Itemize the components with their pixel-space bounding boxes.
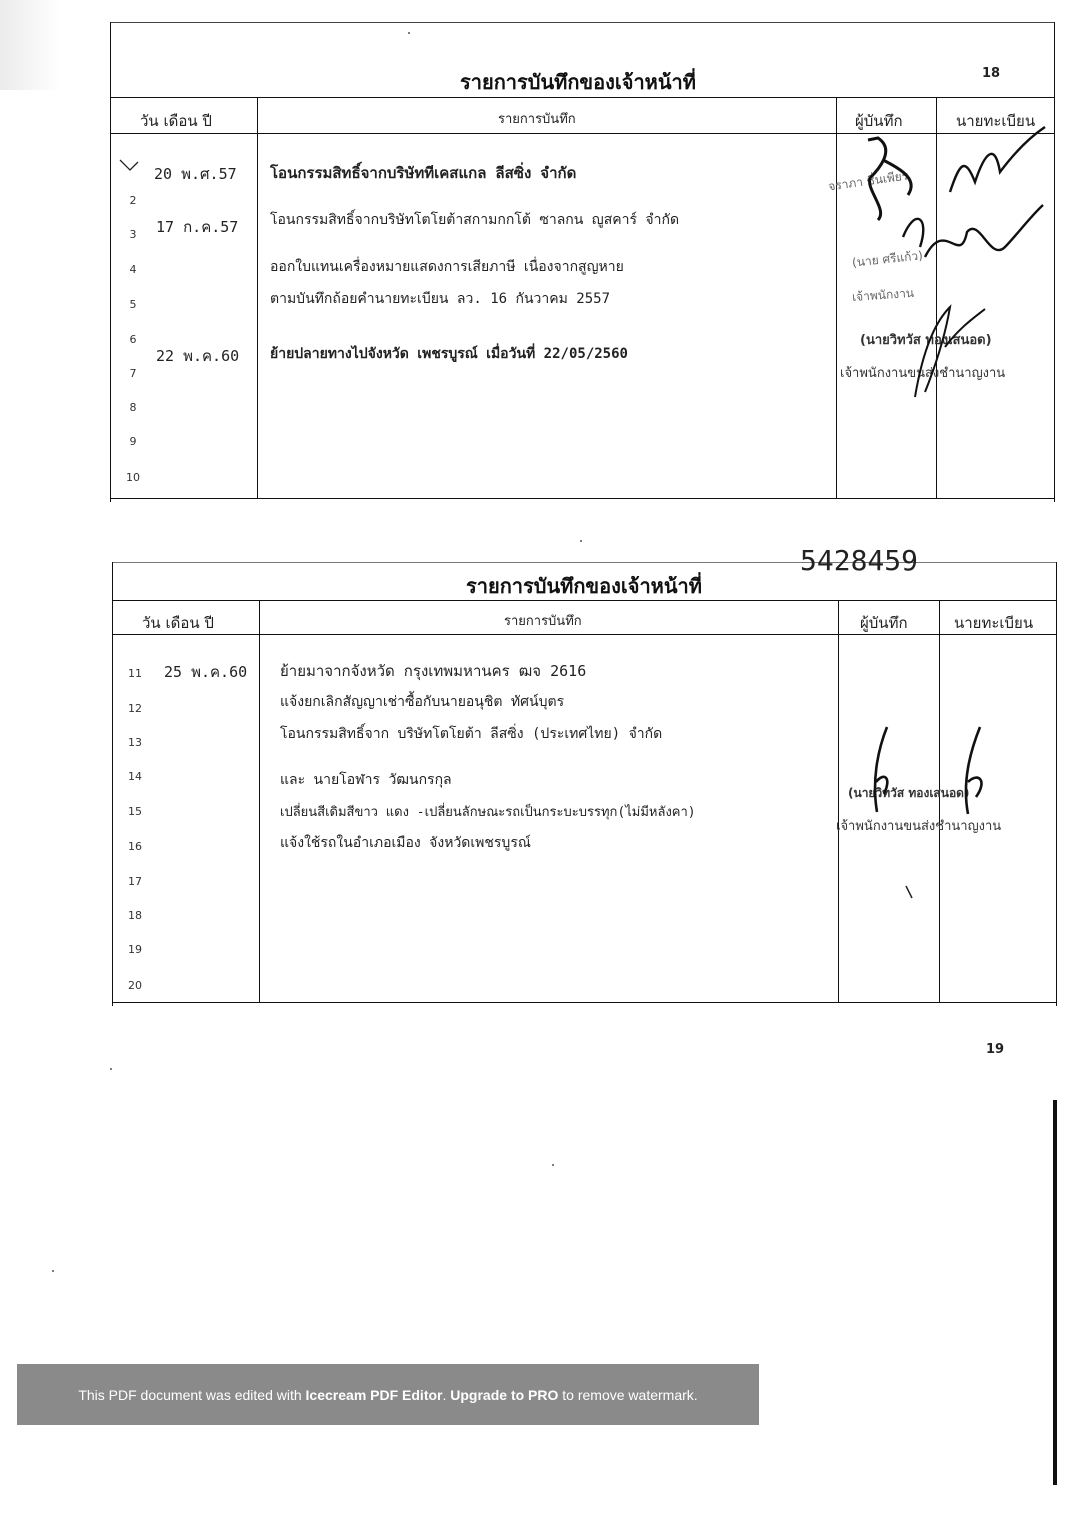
header-registrar: นายทะเบียน (956, 112, 1036, 130)
scan-speck (580, 540, 582, 542)
official-stamp: (นายวิทวัส ทองเสนอด) (848, 786, 970, 800)
entry-text: ย้ายมาจากจังหวัด กรุงเทพมหานคร ฒจ 2616 (280, 662, 587, 680)
official-stamp: จราภา ชื่นเพียร (827, 168, 910, 194)
row-number: 18 (128, 909, 142, 922)
page-number: 19 (986, 1042, 1005, 1057)
entry-text: ย้ายปลายทางไปจังหวัด เพชรบูรณ์ เมื่อวันที่ 22/05/2560 (270, 346, 628, 362)
entry-text: โอนกรรมสิทธิ์จาก บริษัทโตโยต้า ลีสซิ่ง (ประเทศไทย) จำกัด (280, 726, 663, 742)
entry-text: แจ้งยกเลิกสัญญาเช่าซื้อกับนายอนุชิต ทัศน์บุตร (280, 694, 565, 710)
official-stamp: เจ้าพนักงานขนส่งชำนาญงาน (840, 366, 1006, 381)
column-divider-record (836, 97, 837, 499)
entry-text: โอนกรรมสิทธิ์จากบริษัทโตโยต้าสกามกกโต้ ซาลกน ญูสคาร์ จำกัด (270, 212, 680, 228)
row-number: 19 (128, 943, 142, 956)
form-title: รายการบันทึกของเจ้าหน้าที่ (460, 70, 696, 94)
entry-text: เปลี่ยนสีเดิมสีขาว แดง -เปลี่ยนลักษณะรถเป็นกระบะบรรทุก(ไม่มีหลังคา) (280, 805, 696, 820)
header-record: รายการบันทึก (498, 112, 576, 127)
row-number: 13 (128, 736, 142, 749)
row-number: 7 (129, 367, 137, 380)
watermark-upgrade-link[interactable]: Upgrade to PRO (450, 1386, 559, 1403)
official-stamp: เจ้าพนักงาน (851, 285, 915, 305)
column-divider-record (838, 600, 839, 1003)
official-stamp: เจ้าพนักงานขนส่งชำนาญงาน (836, 819, 1002, 834)
row-number: 5 (129, 298, 137, 311)
row-number: 3 (129, 228, 137, 241)
page-number: 18 (982, 66, 1001, 81)
header-date: วัน เดือน ปี (140, 112, 212, 130)
watermark-suffix: to remove watermark. (558, 1386, 698, 1403)
handwritten-signature (940, 122, 1050, 202)
frame-right (1056, 562, 1057, 1006)
frame-left (110, 22, 111, 502)
row-number: 14 (128, 770, 142, 783)
official-stamp: (นายวิทวัส ทองเสนอด) (860, 333, 992, 348)
handwritten-signature (862, 722, 902, 822)
row-number: 2 (129, 194, 137, 207)
scan-speck (408, 32, 410, 34)
table-bottom-line (112, 1002, 1057, 1003)
entry-date: 25 พ.ค.60 (164, 663, 248, 681)
entry-text: ตามบันทึกถ้อยคำนายทะเบียน ลว. 16 กันวาคม 2557 (270, 291, 611, 307)
entry-date: 22 พ.ค.60 (156, 347, 240, 365)
row-number: 10 (126, 471, 140, 484)
row-number: 9 (129, 435, 137, 448)
scan-shadow (0, 0, 60, 90)
header-record: รายการบันทึก (504, 614, 582, 629)
handwritten-signature (950, 722, 1000, 822)
official-stamp: (นาย ศรีแก้ว) (851, 248, 924, 270)
header-date: วัน เดือน ปี (142, 614, 214, 632)
entry-text: แจ้งใช้รถในอำเภอเมือง จังหวัดเพชรบูรณ์ (280, 835, 531, 851)
header-recorder: ผู้บันทึก (855, 112, 903, 130)
form-title: รายการบันทึกของเจ้าหน้าที่ (466, 574, 702, 598)
entry-text: และ นายโอฬาร วัฒนกรกุล (280, 772, 452, 788)
frame-left (112, 562, 113, 1006)
scan-speck (110, 1068, 112, 1070)
record-sheet-2 (112, 544, 1057, 1057)
row-number: 20 (128, 979, 142, 992)
entry-date: 17 ก.ค.57 (156, 218, 239, 236)
watermark-product: Icecream PDF Editor (305, 1386, 443, 1403)
handwritten-signature (895, 197, 1045, 307)
scan-speck (52, 1270, 54, 1272)
watermark-banner (17, 1364, 759, 1425)
page-edge (1053, 1100, 1057, 1485)
entry-text: ออกใบแทนเครื่องหมายแสดงการเสียภาษี เนื่องจากสูญหาย (270, 259, 624, 275)
row-number: 16 (128, 840, 142, 853)
watermark-separator: . (442, 1386, 451, 1403)
table-bottom-line (110, 498, 1055, 499)
scan-speck (552, 1164, 554, 1166)
pen-mark (902, 884, 922, 904)
column-divider-date (259, 600, 260, 1003)
handwritten-signature (900, 297, 990, 407)
watermark-prefix: This PDF document was edited with (78, 1386, 306, 1403)
row-one-tick (118, 158, 140, 176)
frame-right (1054, 22, 1055, 502)
row-number: 6 (129, 333, 137, 346)
row-number: 8 (129, 401, 137, 414)
serial-number: 5428459 (800, 544, 919, 577)
entry-date: 20 พ.ศ.57 (154, 165, 237, 183)
row-number: 17 (128, 875, 142, 888)
row-number: 12 (128, 702, 142, 715)
column-divider-date (257, 97, 258, 499)
header-bottom-line (112, 634, 1057, 635)
row-number: 15 (128, 805, 142, 818)
record-sheet-1 (110, 22, 1055, 502)
row-number: 4 (129, 263, 137, 276)
header-registrar: นายทะเบียน (954, 614, 1034, 632)
row-number: 11 (128, 667, 142, 680)
header-recorder: ผู้บันทึก (860, 614, 908, 632)
entry-text: โอนกรรมสิทธิ์จากบริษัททีเคสแกล ลีสซิ่ง จำกัด (270, 164, 577, 182)
